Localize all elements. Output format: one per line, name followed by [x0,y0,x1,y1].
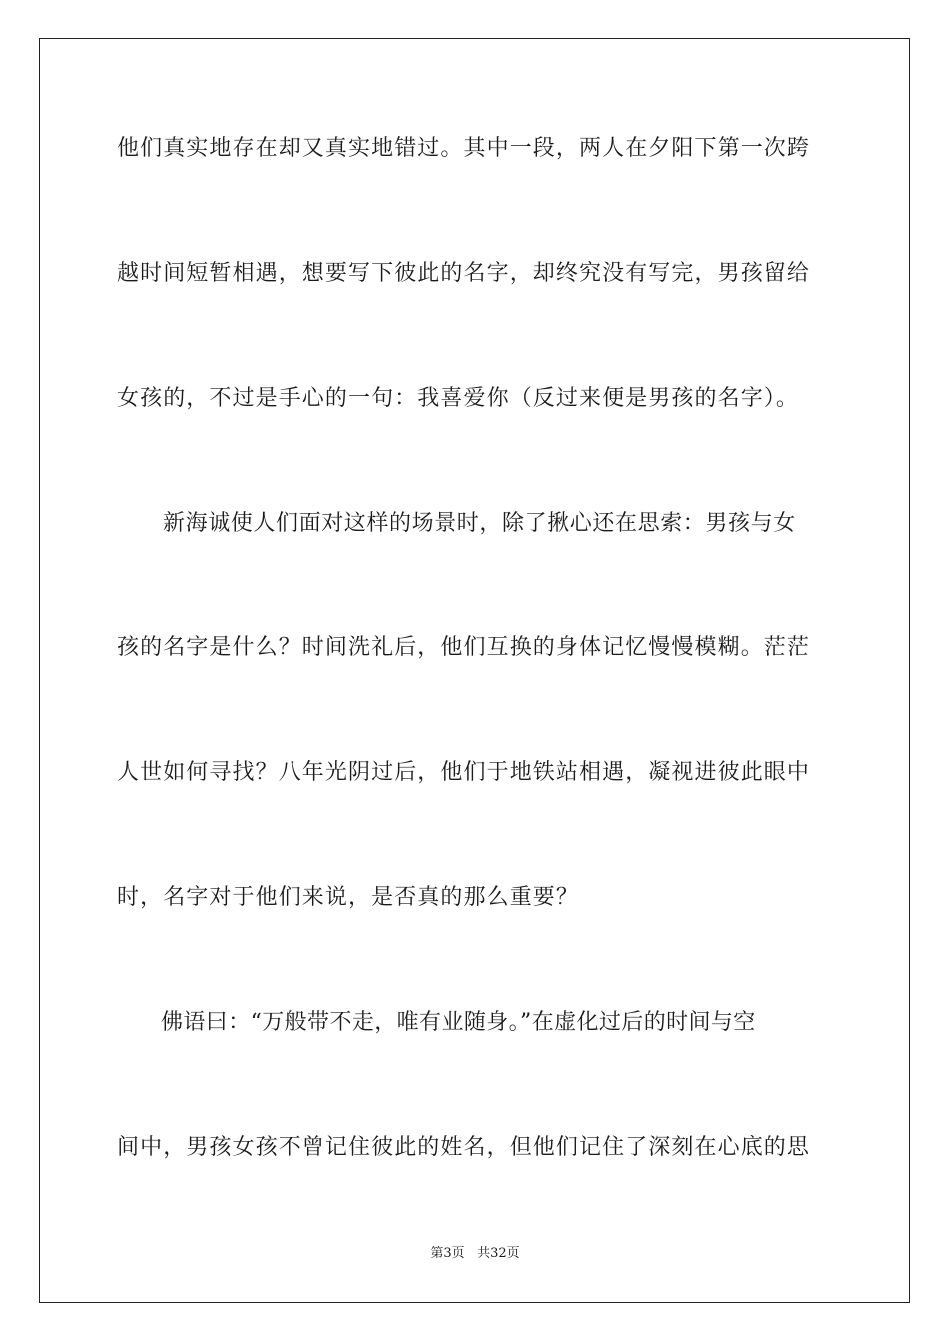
text-line: 人世如何寻找？八年光阴过后，他们于地铁站相遇，凝视进彼此眼中 [117,760,811,785]
text-line: 越时间短暂相遇，想要写下彼此的名字，却终究没有写完，男孩留给 [117,261,811,286]
paragraph-start-line: 佛语曰：“万般带不走，唯有业随身。”在虚化过后的时间与空 [161,1010,756,1035]
paragraph-start-line: 新海诚使人们面对这样的场景时，除了揪心还在思索：男孩与女 [163,511,796,536]
page-border [39,38,910,1303]
text-line: 时，名字对于他们来说，是否真的那么重要？ [117,885,580,910]
page-footer [0,1246,950,1262]
text-line: 间中，男孩女孩不曾记住彼此的姓名，但他们记住了深刻在心底的思 [117,1135,811,1160]
text-line: 女孩的，不过是手心的一句：我喜爱你（反过来便是男孩的名字）。 [117,386,800,411]
page-total: 共32页 [477,1246,520,1261]
text-line: 他们真实地存在却又真实地错过。其中一段，两人在夕阳下第一次跨 [117,136,811,161]
text-line: 孩的名字是什么？时间洗礼后，他们互换的身体记忆慢慢模糊。茫茫 [117,635,811,660]
page-number: 第3页 [430,1246,465,1261]
